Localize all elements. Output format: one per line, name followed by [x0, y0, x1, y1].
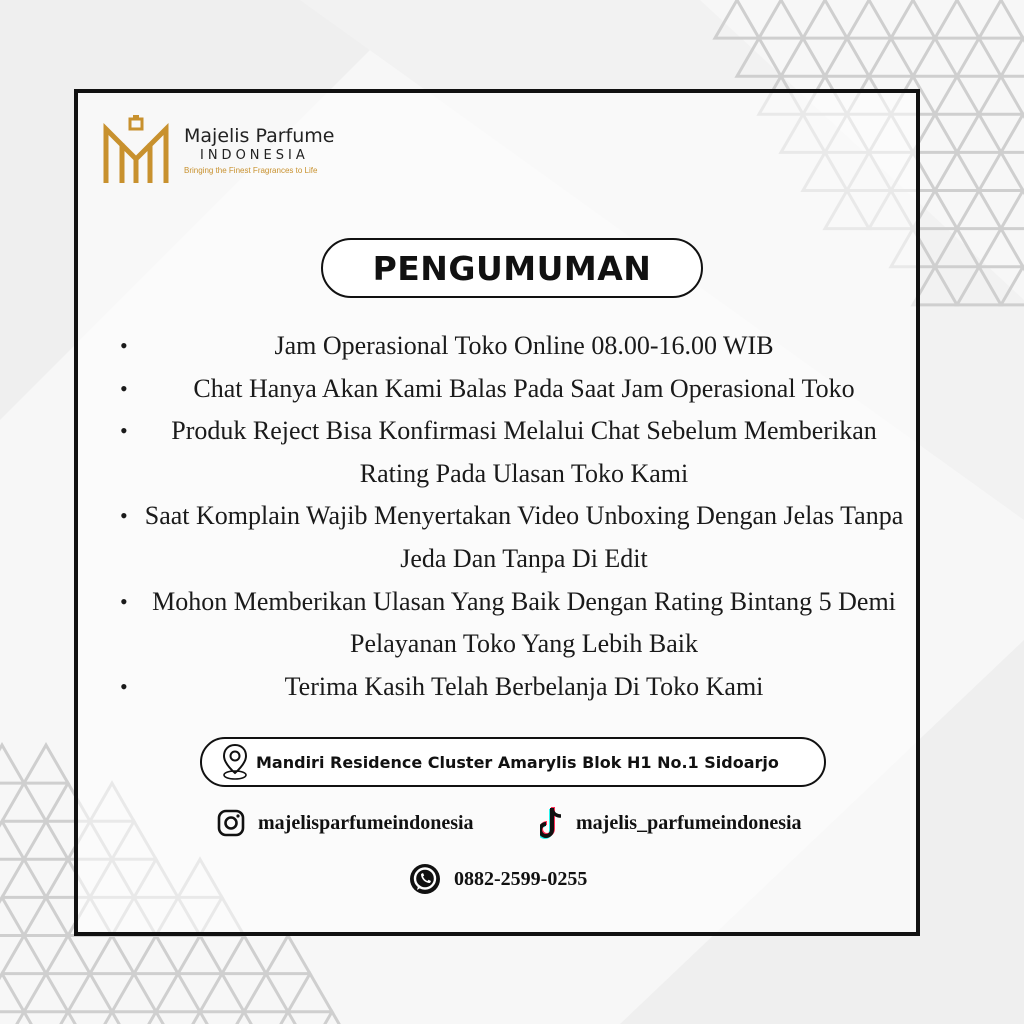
- triangle-shape: [222, 936, 266, 974]
- announcement-text: Terima Kasih Telah Berbelanja Di Toko Kami: [284, 671, 764, 701]
- bullet: •: [120, 375, 128, 401]
- list-item: [112, 325, 908, 368]
- triangle-shape: [913, 38, 957, 76]
- triangle-shape: [891, 0, 935, 38]
- whatsapp-icon: [408, 862, 442, 896]
- announcement-text: Jam Operasional Toko Online 08.00-16.00 WIB: [274, 331, 774, 360]
- bullet: •: [120, 673, 128, 699]
- list-item: [112, 666, 908, 709]
- triangle-shape: [288, 974, 332, 1012]
- triangle-shape: [2, 1012, 46, 1024]
- instagram-icon: [216, 808, 246, 838]
- triangle-shape: [2, 859, 46, 897]
- triangle-shape: [90, 1012, 134, 1024]
- triangle-shape: [0, 974, 24, 1012]
- triangle-shape: [134, 1012, 178, 1024]
- triangle-shape: [24, 821, 68, 859]
- tiktok-handle: majelis_parfumeindonesia: [576, 811, 802, 834]
- triangle-shape: [979, 0, 1023, 38]
- triangle-shape: [68, 974, 112, 1012]
- triangle-shape: [869, 38, 913, 76]
- bullet: •: [120, 333, 128, 358]
- triangle-shape: [0, 821, 24, 859]
- list-item: [112, 495, 908, 580]
- announcement-list: [112, 325, 908, 708]
- triangle-shape: [1001, 38, 1024, 76]
- address-pill: [200, 737, 826, 787]
- triangle-shape: [2, 783, 46, 821]
- triangle-shape: [847, 0, 891, 38]
- triangle-shape: [244, 974, 288, 1012]
- triangle-shape: [979, 76, 1023, 114]
- triangle-shape: [90, 936, 134, 974]
- instagram-contact[interactable]: [216, 808, 474, 838]
- majelis-monogram-logo: [100, 115, 172, 187]
- triangle-shape: [781, 38, 825, 76]
- tiktok-contact[interactable]: [540, 806, 802, 840]
- triangle-shape: [957, 114, 1001, 152]
- triangle-shape: [0, 745, 24, 783]
- triangle-shape: [957, 38, 1001, 76]
- list-item: [112, 368, 908, 411]
- triangle-shape: [935, 152, 979, 190]
- announcement-text: Mohon Memberikan Ulasan Yang Baik Dengan Rating Bintang 5 Demi Pelayanan Toko Yang Lebih Baik: [152, 586, 896, 659]
- tiktok-icon: [540, 806, 564, 840]
- triangle-shape: [156, 974, 200, 1012]
- bullet: •: [120, 503, 128, 529]
- triangle-shape: [957, 191, 1001, 229]
- triangle-shape: [935, 76, 979, 114]
- instagram-handle: majelisparfumeindonesia: [258, 811, 474, 834]
- triangle-shape: [24, 897, 68, 935]
- triangle-shape: [803, 0, 847, 38]
- triangle-shape: [24, 745, 68, 783]
- triangle-shape: [266, 1012, 310, 1024]
- triangle-shape: [112, 974, 156, 1012]
- triangle-shape: [46, 1012, 90, 1024]
- triangle-shape: [1001, 114, 1024, 152]
- triangle-shape: [1001, 191, 1024, 229]
- bullet: •: [120, 418, 128, 444]
- bullet: •: [120, 588, 128, 614]
- location-pin-icon: [220, 743, 250, 781]
- whatsapp-number: 0882-2599-0255: [454, 867, 588, 890]
- triangle-shape: [178, 936, 222, 974]
- triangle-shape: [46, 936, 90, 974]
- triangle-shape: [134, 936, 178, 974]
- page-title: PENGUMUMAN: [372, 248, 652, 288]
- triangle-shape: [310, 1012, 354, 1024]
- announcement-text: Chat Hanya Akan Kami Balas Pada Saat Jam Operasional Toko: [193, 373, 855, 403]
- brand-name: Majelis Parfume: [184, 125, 335, 147]
- triangle-shape: [759, 0, 803, 38]
- triangle-shape: [266, 936, 310, 974]
- list-item: [112, 410, 908, 495]
- brand-tagline: Bringing the Finest Fragrances to Life: [184, 166, 318, 175]
- announcement-text: Produk Reject Bisa Konfirmasi Melalui Chat Sebelum Memberikan Rating Pada Ulasan Toko Kami: [171, 416, 877, 488]
- brand-logo: [100, 115, 335, 187]
- triangle-shape: [935, 0, 979, 38]
- title-pill: [321, 238, 703, 298]
- triangle-shape: [979, 152, 1023, 190]
- triangle-shape: [2, 936, 46, 974]
- triangle-shape: [178, 1012, 222, 1024]
- address-text: Mandiri Residence Cluster Amarylis Blok H1 No.1 Sidoarjo: [256, 752, 779, 772]
- triangle-shape: [0, 897, 24, 935]
- triangle-shape: [24, 974, 68, 1012]
- triangle-shape: [222, 1012, 266, 1024]
- triangle-shape: [979, 229, 1023, 267]
- triangle-shape: [825, 38, 869, 76]
- brand-country: INDONESIA: [200, 148, 309, 163]
- whatsapp-contact[interactable]: [408, 862, 587, 896]
- announcement-text: Saat Komplain Wajib Menyertakan Video Unboxing Dengan Jelas Tanpa Jeda Dan Tanpa Di Edit: [144, 501, 904, 573]
- list-item: [112, 581, 908, 666]
- triangle-shape: [200, 974, 244, 1012]
